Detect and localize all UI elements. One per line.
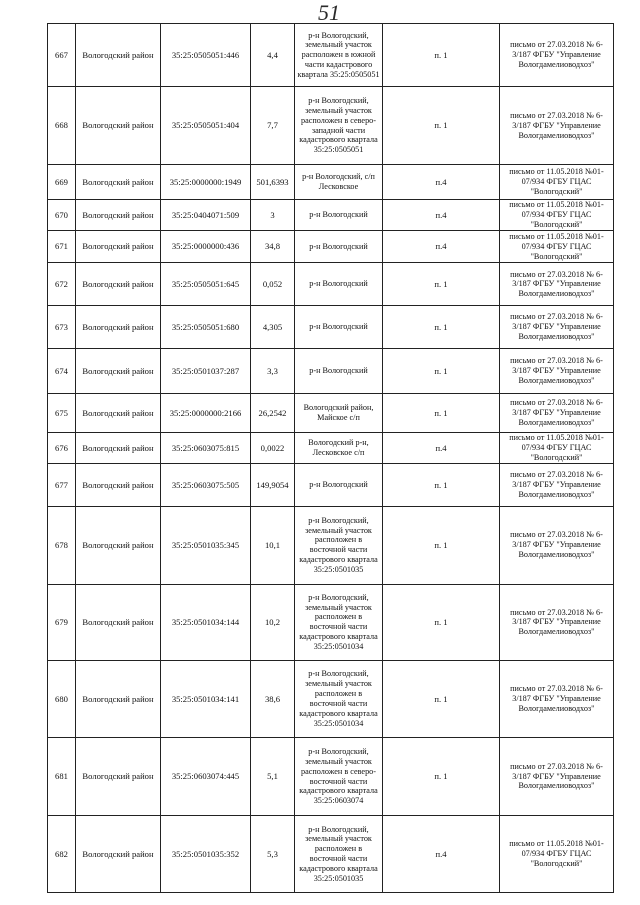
clause: п. 1 bbox=[383, 349, 500, 394]
area: 4,4 bbox=[251, 24, 295, 87]
table-row bbox=[48, 737, 614, 816]
clause: п. 1 bbox=[383, 87, 500, 165]
page-number: 51 bbox=[318, 0, 340, 25]
cadastral-number: 35:25:0000000:2166 bbox=[161, 394, 251, 433]
location: р-н Вологодский, земельный участок расположен в восточной части кадастрового квартала 35:25:0501034 bbox=[295, 661, 383, 738]
table-row bbox=[48, 432, 614, 463]
row-number: 679 bbox=[48, 584, 76, 661]
table-row bbox=[48, 394, 614, 433]
location: Вологодский р-н, Лесковское с/п bbox=[295, 432, 383, 463]
table-row bbox=[48, 263, 614, 306]
source-document: письмо от 11.05.2018 №01-07/934 ФГБУ ГЦАС "Вологодский" bbox=[500, 230, 614, 263]
clause: п. 1 bbox=[383, 661, 500, 738]
source-document: письмо от 27.03.2018 № 6-3/187 ФГБУ "Управление Вологдамелиоводхоз" bbox=[500, 306, 614, 349]
source-document: письмо от 27.03.2018 № 6-3/187 ФГБУ "Управление Вологдамелиоводхоз" bbox=[500, 464, 614, 507]
location: р-н Вологодский, земельный участок расположен в восточной части кадастрового квартала 35:25:0501034 bbox=[295, 584, 383, 661]
district: Вологодский район bbox=[76, 584, 161, 661]
table-row bbox=[48, 24, 614, 87]
source-document: письмо от 27.03.2018 № 6-3/187 ФГБУ "Управление Вологдамелиоводхоз" bbox=[500, 87, 614, 165]
source-document: письмо от 27.03.2018 № 6-3/187 ФГБУ "Управление Вологдамелиоводхоз" bbox=[500, 24, 614, 87]
source-document: письмо от 27.03.2018 № 6-3/187 ФГБУ "Управление Вологдамелиоводхоз" bbox=[500, 737, 614, 816]
area: 0,0022 bbox=[251, 432, 295, 463]
area: 34,8 bbox=[251, 230, 295, 263]
table-row bbox=[48, 164, 614, 199]
table-row bbox=[48, 199, 614, 230]
table-row bbox=[48, 661, 614, 738]
cadastral-number: 35:25:0505051:446 bbox=[161, 24, 251, 87]
table-row bbox=[48, 816, 614, 893]
district: Вологодский район bbox=[76, 661, 161, 738]
table-row bbox=[48, 230, 614, 263]
cadastral-number: 35:25:0000000:1949 bbox=[161, 164, 251, 199]
location: р-н Вологодский, земельный участок расположен в северо-восточной части кадастрового квартала 35:25:0603074 bbox=[295, 737, 383, 816]
cadastral-number: 35:25:0404071:509 bbox=[161, 199, 251, 230]
row-number: 675 bbox=[48, 394, 76, 433]
source-document: письмо от 27.03.2018 № 6-3/187 ФГБУ "Управление Вологдамелиоводхоз" bbox=[500, 349, 614, 394]
row-number: 669 bbox=[48, 164, 76, 199]
district: Вологодский район bbox=[76, 394, 161, 433]
row-number: 682 bbox=[48, 816, 76, 893]
row-number: 668 bbox=[48, 87, 76, 165]
area: 10,1 bbox=[251, 506, 295, 584]
source-document: письмо от 27.03.2018 № 6-3/187 ФГБУ "Управление Вологдамелиоводхоз" bbox=[500, 394, 614, 433]
district: Вологодский район bbox=[76, 737, 161, 816]
row-number: 680 bbox=[48, 661, 76, 738]
area: 3 bbox=[251, 199, 295, 230]
row-number: 671 bbox=[48, 230, 76, 263]
location: р-н Вологодский bbox=[295, 230, 383, 263]
location: р-н Вологодский, с/п Лесковское bbox=[295, 164, 383, 199]
source-document: письмо от 11.05.2018 №01-07/934 ФГБУ ГЦАС "Вологодский" bbox=[500, 816, 614, 893]
cadastral-number: 35:25:0000000:436 bbox=[161, 230, 251, 263]
row-number: 678 bbox=[48, 506, 76, 584]
cadastral-number: 35:25:0603075:505 bbox=[161, 464, 251, 507]
area: 5,3 bbox=[251, 816, 295, 893]
clause: п. 1 bbox=[383, 737, 500, 816]
source-document: письмо от 11.05.2018 №01-07/934 ФГБУ ГЦАС "Вологодский" bbox=[500, 432, 614, 463]
location: р-н Вологодский, земельный участок расположен в восточной части кадастрового квартала 35:25:0501035 bbox=[295, 816, 383, 893]
area: 3,3 bbox=[251, 349, 295, 394]
area: 0,052 bbox=[251, 263, 295, 306]
cadastral-number: 35:25:0603075:815 bbox=[161, 432, 251, 463]
district: Вологодский район bbox=[76, 464, 161, 507]
row-number: 676 bbox=[48, 432, 76, 463]
table-row bbox=[48, 87, 614, 165]
clause: п. 1 bbox=[383, 24, 500, 87]
clause: п. 1 bbox=[383, 464, 500, 507]
location: Вологодский район, Майское с/п bbox=[295, 394, 383, 433]
clause: п. 1 bbox=[383, 394, 500, 433]
row-number: 674 bbox=[48, 349, 76, 394]
row-number: 670 bbox=[48, 199, 76, 230]
area: 10,2 bbox=[251, 584, 295, 661]
area: 26,2542 bbox=[251, 394, 295, 433]
row-number: 672 bbox=[48, 263, 76, 306]
location: р-н Вологодский, земельный участок расположен в южной части кадастрового квартала 35:25:0505051 bbox=[295, 24, 383, 87]
location: р-н Вологодский bbox=[295, 199, 383, 230]
district: Вологодский район bbox=[76, 199, 161, 230]
area: 4,305 bbox=[251, 306, 295, 349]
district: Вологодский район bbox=[76, 816, 161, 893]
land-plots-table bbox=[47, 23, 614, 893]
district: Вологодский район bbox=[76, 164, 161, 199]
district: Вологодский район bbox=[76, 432, 161, 463]
row-number: 681 bbox=[48, 737, 76, 816]
district: Вологодский район bbox=[76, 24, 161, 87]
row-number: 667 bbox=[48, 24, 76, 87]
source-document: письмо от 27.03.2018 № 6-3/187 ФГБУ "Управление Вологдамелиоводхоз" bbox=[500, 263, 614, 306]
clause: п.4 bbox=[383, 199, 500, 230]
cadastral-number: 35:25:0501034:144 bbox=[161, 584, 251, 661]
cadastral-number: 35:25:0505051:645 bbox=[161, 263, 251, 306]
source-document: письмо от 11.05.2018 №01-07/934 ФГБУ ГЦАС "Вологодский" bbox=[500, 199, 614, 230]
clause: п. 1 bbox=[383, 263, 500, 306]
location: р-н Вологодский bbox=[295, 306, 383, 349]
district: Вологодский район bbox=[76, 87, 161, 165]
table-row bbox=[48, 584, 614, 661]
cadastral-number: 35:25:0603074:445 bbox=[161, 737, 251, 816]
clause: п.4 bbox=[383, 816, 500, 893]
location: р-н Вологодский bbox=[295, 263, 383, 306]
clause: п.4 bbox=[383, 432, 500, 463]
area: 149,9054 bbox=[251, 464, 295, 507]
source-document: письмо от 11.05.2018 №01-07/934 ФГБУ ГЦАС "Вологодский" bbox=[500, 164, 614, 199]
row-number: 677 bbox=[48, 464, 76, 507]
location: р-н Вологодский bbox=[295, 464, 383, 507]
district: Вологодский район bbox=[76, 506, 161, 584]
table-row bbox=[48, 349, 614, 394]
area: 38,6 bbox=[251, 661, 295, 738]
district: Вологодский район bbox=[76, 230, 161, 263]
table-row bbox=[48, 464, 614, 507]
table-row bbox=[48, 506, 614, 584]
table-row bbox=[48, 306, 614, 349]
clause: п. 1 bbox=[383, 584, 500, 661]
area: 7,7 bbox=[251, 87, 295, 165]
clause: п.4 bbox=[383, 230, 500, 263]
location: р-н Вологодский bbox=[295, 349, 383, 394]
cadastral-number: 35:25:0501035:345 bbox=[161, 506, 251, 584]
clause: п.4 bbox=[383, 164, 500, 199]
cadastral-number: 35:25:0505051:404 bbox=[161, 87, 251, 165]
cadastral-number: 35:25:0501037:287 bbox=[161, 349, 251, 394]
cadastral-number: 35:25:0505051:680 bbox=[161, 306, 251, 349]
district: Вологодский район bbox=[76, 349, 161, 394]
area: 501,6393 bbox=[251, 164, 295, 199]
district: Вологодский район bbox=[76, 306, 161, 349]
source-document: письмо от 27.03.2018 № 6-3/187 ФГБУ "Управление Вологдамелиоводхоз" bbox=[500, 661, 614, 738]
area: 5,1 bbox=[251, 737, 295, 816]
source-document: письмо от 27.03.2018 № 6-3/187 ФГБУ "Управление Вологдамелиоводхоз" bbox=[500, 506, 614, 584]
cadastral-number: 35:25:0501035:352 bbox=[161, 816, 251, 893]
cadastral-number: 35:25:0501034:141 bbox=[161, 661, 251, 738]
source-document: письмо от 27.03.2018 № 6-3/187 ФГБУ "Управление Вологдамелиоводхоз" bbox=[500, 584, 614, 661]
row-number: 673 bbox=[48, 306, 76, 349]
clause: п. 1 bbox=[383, 306, 500, 349]
clause: п. 1 bbox=[383, 506, 500, 584]
district: Вологодский район bbox=[76, 263, 161, 306]
location: р-н Вологодский, земельный участок расположен в северо-западной части кадастрового квартала 35:25:0505051 bbox=[295, 87, 383, 165]
location: р-н Вологодский, земельный участок расположен в восточной части кадастрового квартала 35:25:0501035 bbox=[295, 506, 383, 584]
